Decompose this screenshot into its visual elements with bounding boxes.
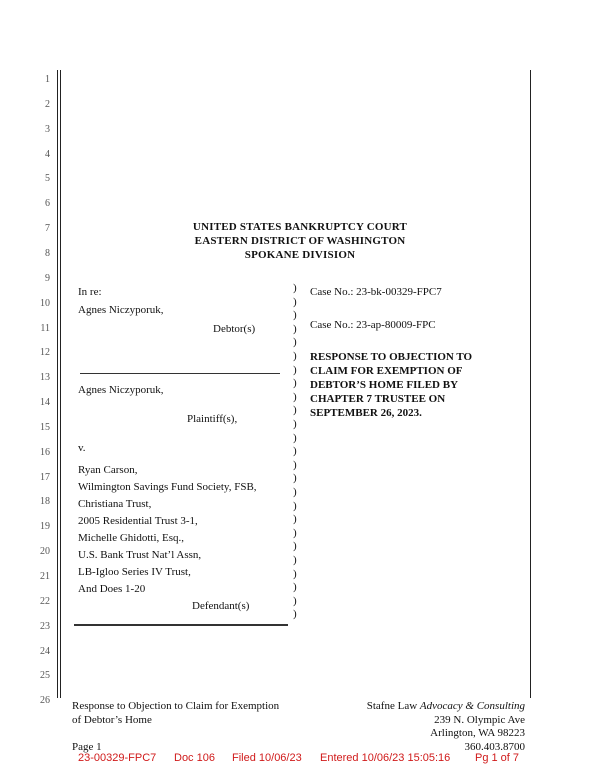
line-number: 1: [45, 74, 50, 85]
line-number: 11: [40, 322, 50, 334]
caption-paren: ): [293, 594, 297, 607]
line-number: 8: [45, 247, 50, 259]
page-number: Page 1: [72, 741, 102, 753]
caption-paren: ): [293, 458, 297, 471]
firm-name: [367, 700, 525, 712]
defendant-entry: Michelle Ghidotti, Esq.,: [78, 532, 185, 544]
defendant-entry: U.S. Bank Trust Nat’l Assn,: [78, 549, 202, 561]
caption-paren: ): [293, 581, 297, 594]
caption-paren: ): [293, 390, 297, 403]
line-number: 18: [40, 496, 50, 508]
firm-tagline: Advocacy & Consulting: [419, 700, 525, 712]
firm-phone: 360.403.8700: [464, 741, 525, 753]
caption-paren: ): [293, 486, 297, 498]
line-number: 25: [40, 670, 50, 682]
firm-address-2: Arlington, WA 98223: [430, 727, 525, 739]
line-number: 5: [45, 173, 50, 185]
caption-paren: ): [293, 350, 297, 362]
in-re-label: In re:: [78, 286, 102, 298]
debtor-role: Debtor(s): [213, 323, 256, 335]
line-number: 7: [45, 223, 50, 235]
left-margin-line-inner: [60, 70, 61, 698]
defendant-entry: And Does 1-20: [78, 583, 146, 595]
line-number: 23: [40, 620, 50, 632]
line-number: 19: [40, 521, 50, 533]
line-number: 13: [40, 372, 50, 384]
debtor-name: Agnes Niczyporuk,: [78, 304, 164, 316]
caption-divider: [80, 373, 280, 374]
caption-paren: ): [293, 377, 297, 390]
defendant-entry: Ryan Carson,: [78, 464, 138, 476]
caption-paren: ): [293, 431, 297, 444]
line-number: 16: [40, 446, 50, 458]
court-name: UNITED STATES BANKRUPTCY COURT: [192, 221, 408, 233]
stamp-pages: Pg 1 of 7: [475, 752, 520, 764]
caption-paren: ): [293, 322, 297, 335]
stamp-doc: Doc 106: [174, 752, 215, 764]
line-number: 10: [40, 297, 50, 309]
caption-paren: ): [293, 526, 297, 539]
caption-paren: ): [293, 295, 297, 308]
right-margin-line: [530, 70, 531, 698]
line-number: 14: [40, 397, 50, 409]
line-number: 17: [40, 471, 50, 483]
defendant-entry: Christiana Trust,: [78, 498, 152, 510]
caption-bottom-rule: [74, 624, 288, 626]
stamp-case: 23-00329-FPC7: [78, 752, 157, 764]
case-number-bk: Case No.: 23-bk-00329-FPC7: [310, 286, 442, 298]
line-number: 21: [40, 571, 50, 582]
defendant-entry: LB-Igloo Series IV Trust,: [78, 566, 191, 578]
caption-paren: ): [293, 499, 297, 512]
line-number: 22: [40, 595, 50, 607]
stamp-entered: Entered 10/06/23 15:05:16: [320, 752, 451, 764]
defendant-entry: 2005 Residential Trust 3-1,: [78, 515, 198, 527]
versus-label: v.: [78, 442, 86, 454]
line-number: 2: [45, 98, 50, 110]
caption-paren: ): [293, 554, 297, 566]
court-district: EASTERN DISTRICT OF WASHINGTON: [194, 235, 406, 247]
line-number: 24: [40, 645, 50, 657]
line-number: 15: [40, 421, 50, 433]
footer-doc-title-1: Response to Objection to Claim for Exemption: [72, 700, 280, 712]
document-title: RESPONSE TO OBJECTION TO CLAIM FOR EXEMPTION OF DEBTOR’S HOME FILED BY CHAPTER 7 TRUSTEE ON SEPTEMBER 26, 2023.: [310, 351, 473, 419]
caption-paren: ): [293, 445, 297, 458]
line-number: 4: [45, 148, 50, 160]
defendant-entry: Wilmington Savings Fund Society, FSB,: [78, 481, 257, 493]
caption-paren: ): [293, 282, 297, 294]
line-number: 12: [40, 347, 50, 359]
plaintiff-name: Agnes Niczyporuk,: [78, 384, 164, 396]
line-number: 9: [45, 272, 50, 284]
left-margin-line: [57, 70, 58, 698]
line-number: 20: [40, 546, 50, 558]
caption-paren: ): [293, 567, 297, 580]
caption-paren: ): [293, 418, 297, 430]
caption-paren: ): [293, 336, 297, 349]
caption-paren: ): [293, 472, 297, 485]
footer-doc-title-2: of Debtor’s Home: [72, 714, 152, 726]
stamp-filed: Filed 10/06/23: [232, 752, 302, 764]
line-number: 3: [45, 123, 50, 135]
court-division: SPOKANE DIVISION: [244, 249, 356, 261]
case-number-ap: Case No.: 23-ap-80009-FPC: [310, 319, 436, 331]
line-number: 26: [40, 695, 50, 707]
line-number: 6: [45, 198, 50, 210]
firm-address-1: 239 N. Olympic Ave: [434, 714, 525, 726]
firm-name-text: Stafne Law: [366, 700, 420, 712]
caption-paren: ): [293, 513, 297, 526]
caption-paren: ): [293, 363, 297, 376]
plaintiff-role: Plaintiff(s),: [187, 413, 238, 425]
defendant-role: Defendant(s): [192, 600, 250, 612]
caption-paren: ): [293, 309, 297, 322]
caption-paren: ): [293, 540, 297, 553]
caption-paren: ): [293, 404, 297, 417]
caption-paren: ): [293, 608, 297, 621]
